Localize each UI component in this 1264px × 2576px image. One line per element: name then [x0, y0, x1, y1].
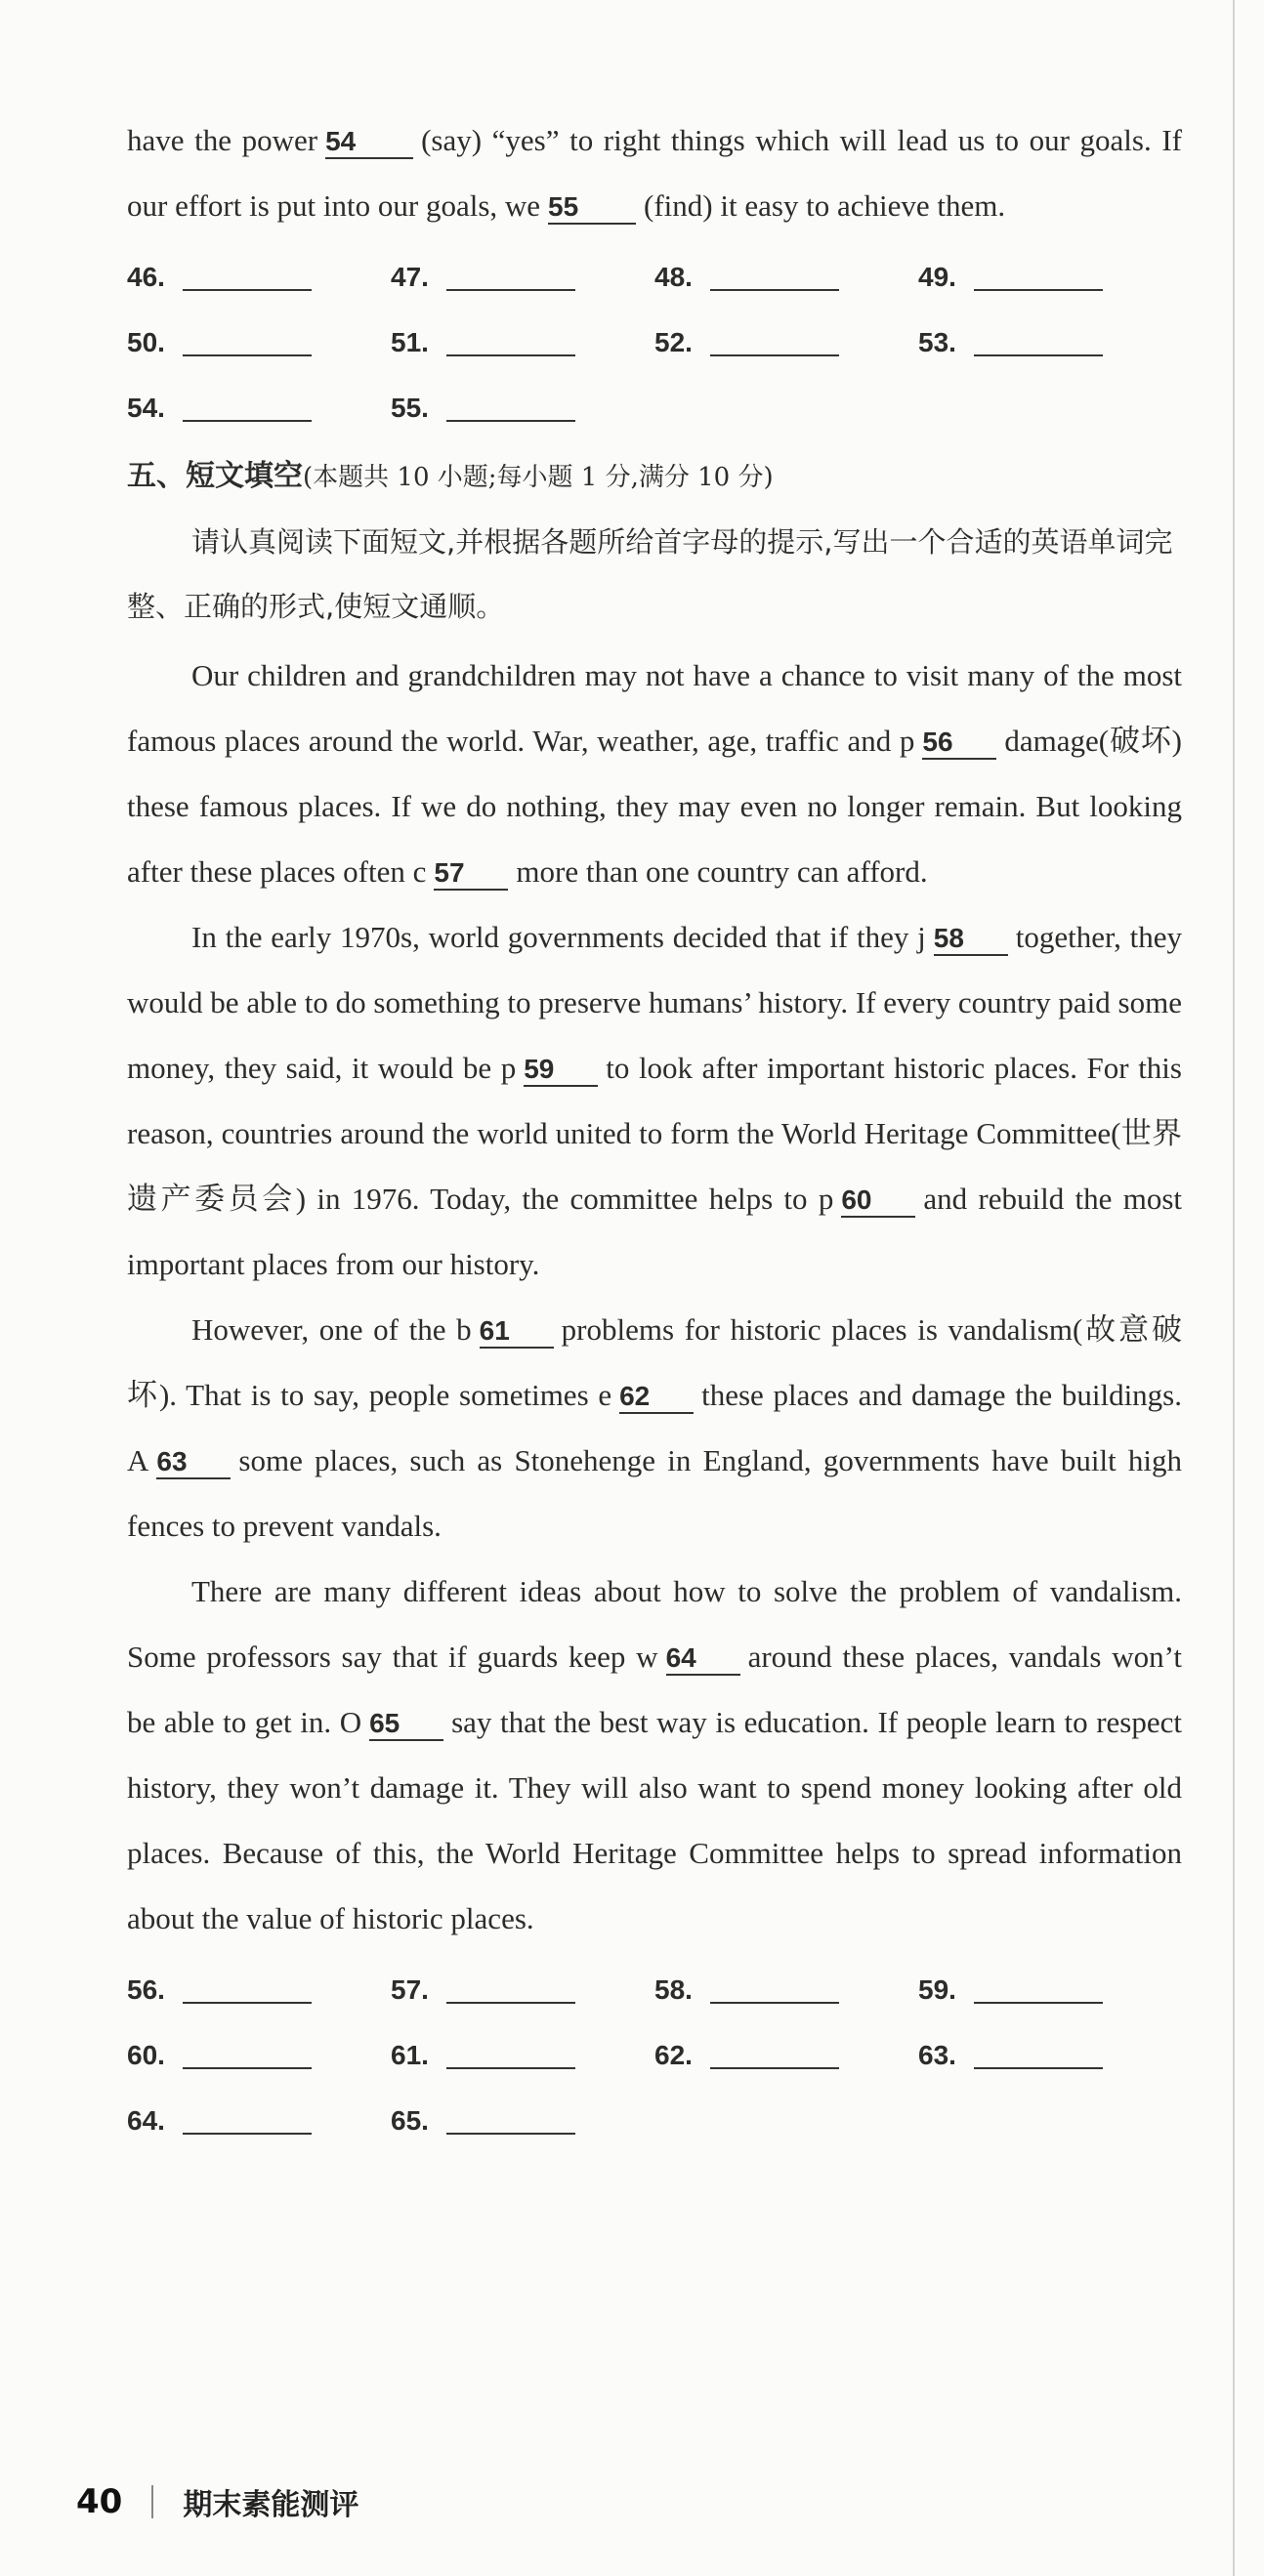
text: have the power — [127, 123, 318, 157]
answer-slot[interactable]: 52. — [654, 310, 918, 375]
answer-slot[interactable]: 49. — [918, 244, 1182, 310]
answer-slot[interactable]: 58. — [654, 1957, 918, 2022]
footer-title: 期末素能测评 — [183, 2488, 359, 2522]
answer-slot[interactable]: 62. — [654, 2022, 918, 2088]
answer-slot[interactable]: 65. — [391, 2088, 654, 2153]
answer-slot[interactable]: 51. — [391, 310, 654, 375]
worksheet-page — [127, 107, 1182, 2157]
paragraph-4: There are many different ideas about how to solve the problem of vandalism. Some professors say that if guards keep w 64 around these places, vandals won’t be able to get in. O 65 say that the best way is education. If people learn to respect history, they won’t damage it. They will also want to spend money looking after old places. Because of this, the World Heritage Committee helps to spread information about the value of historic places. — [127, 1574, 1182, 1935]
instruction-text: 请认真阅读下面短文,并根据各题所给首字母的提示,写出一个合适的英语单词完整、正确的形式,使短文通顺。 — [127, 525, 1173, 623]
passage-end-paragraph — [127, 107, 1182, 238]
page-footer — [76, 2480, 358, 2523]
text: (say) “yes” to right things which will lead us to our goals. If our effort is put into our goals, we — [127, 123, 1182, 223]
answer-slot[interactable]: 48. — [654, 244, 918, 310]
paragraph-3: However, one of the b 61 problems for historic places is vandalism(故意破坏). That is to say, people sometimes e 62 these places and damage the buildings. A 63 some places, such as Stonehenge in England, governments have built high fences to prevent vandals. — [127, 1312, 1182, 1543]
answer-slot[interactable]: 63. — [918, 2022, 1182, 2088]
page-edge-line — [1233, 0, 1235, 2576]
answer-slot[interactable]: 50. — [127, 310, 391, 375]
blank-64: 64 — [666, 1642, 740, 1676]
answer-slot[interactable]: 46. — [127, 244, 391, 310]
blank-60: 60 — [841, 1184, 915, 1218]
answer-slot[interactable]: 56. — [127, 1957, 391, 2022]
blank-65: 65 — [369, 1708, 443, 1741]
blank-57: 57 — [434, 857, 508, 891]
blank-62: 62 — [619, 1381, 694, 1414]
answer-slot[interactable]: 53. — [918, 310, 1182, 375]
answer-slot[interactable]: 54. — [127, 375, 391, 440]
paragraph-2: In the early 1970s, world governments decided that if they j 58 together, they would be able to do something to preserve humans’ history. If every country paid some money, they said, it would be p 59 to look after important historic places. For this reason, countries around the world united to form the World Heritage Committee(世界遗产委员会) in 1976. Today, the committee helps to p 60 and rebuild the most important places from our history. — [127, 920, 1183, 1281]
answer-slot[interactable]: 60. — [127, 2022, 391, 2088]
blank-61: 61 — [480, 1315, 554, 1349]
answer-grid-46-55 — [127, 244, 1182, 440]
answer-slot[interactable]: 47. — [391, 244, 654, 310]
answer-grid-56-65 — [127, 1957, 1182, 2153]
blank-58: 58 — [934, 923, 1008, 956]
paragraph-1: Our children and grandchildren may not have a chance to visit many of the most famous places around the world. War, weather, age, traffic and p 56 damage(破坏) these famous places. If we do nothing, they may even no longer remain. But looking after these places often c 57 more than one country can afford. — [127, 658, 1182, 889]
answer-slot[interactable]: 57. — [391, 1957, 654, 2022]
section-score-note: (本题共 10 小题;每小题 1 分,满分 10 分) — [303, 463, 774, 492]
page-number: 40 — [76, 2482, 123, 2521]
answer-slot[interactable]: 64. — [127, 2088, 391, 2153]
answer-slot[interactable]: 55. — [391, 375, 654, 440]
blank-54: 54 — [325, 126, 413, 159]
section-heading — [127, 444, 1182, 510]
footer-divider — [151, 2485, 153, 2518]
blank-63: 63 — [156, 1446, 231, 1479]
text: (find) it easy to achieve them. — [644, 188, 1006, 223]
answer-slot[interactable]: 61. — [391, 2022, 654, 2088]
section-title: 五、短文填空 — [127, 459, 303, 493]
blank-59: 59 — [524, 1054, 598, 1087]
blank-56: 56 — [922, 727, 996, 760]
answer-slot[interactable]: 59. — [918, 1957, 1182, 2022]
blank-55: 55 — [548, 191, 636, 225]
